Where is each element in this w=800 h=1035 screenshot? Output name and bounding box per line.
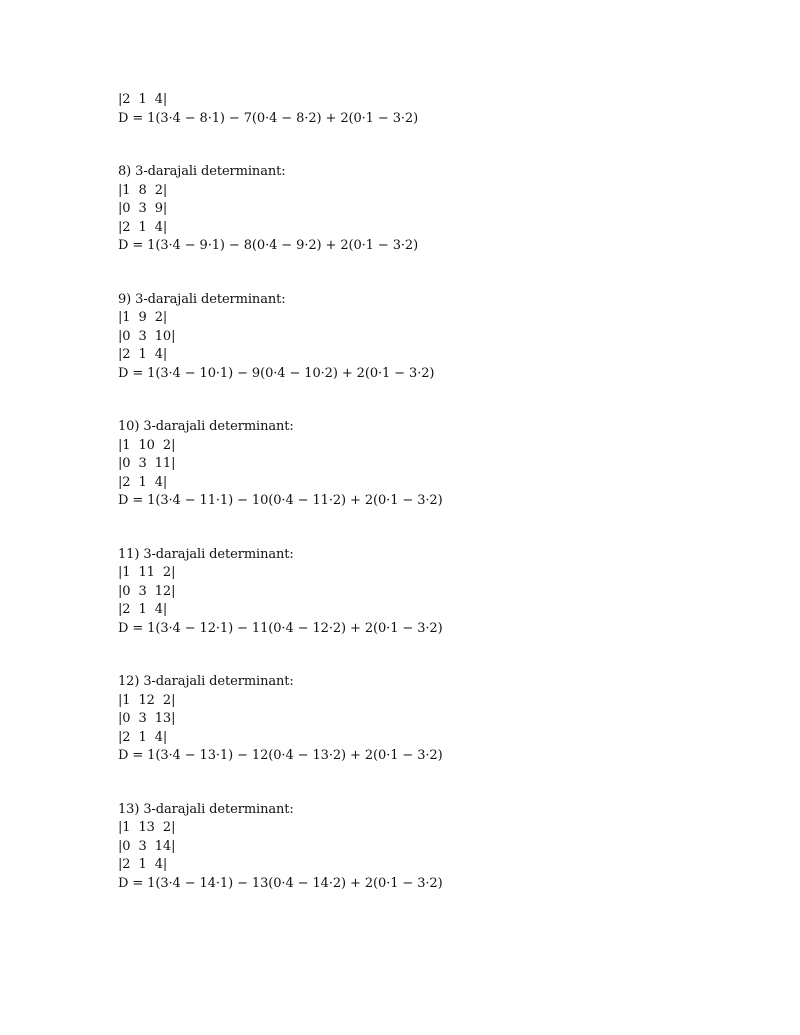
block-heading: 12) 3-darajali determinant: <box>118 674 294 689</box>
determinant-formula: D = 1(3·4 − 13·1) − 12(0·4 − 13·2) + 2(0·1 − 3·2) <box>118 748 443 763</box>
matrix-row-2: |0 3 12| <box>118 583 176 599</box>
document-content <box>118 91 718 893</box>
determinant-formula: D = 1(3·4 − 9·1) − 8(0·4 − 9·2) + 2(0·1 − 3·2) <box>118 238 419 253</box>
block-heading: 8) 3-darajali determinant: <box>118 164 286 179</box>
matrix-row-3: |2 1 4| <box>118 474 168 490</box>
matrix-row-2: |0 3 9| <box>118 201 168 216</box>
block-heading: 11) 3-darajali determinant: <box>118 546 294 562</box>
matrix-row-2: |0 3 13| <box>118 711 176 726</box>
matrix-row-3: |2 1 4| <box>118 729 168 745</box>
determinant-formula: D = 1(3·4 − 14·1) − 13(0·4 − 14·2) + 2(0·1 − 3·2) <box>118 875 443 891</box>
determinant-formula: D = 1(3·4 − 12·1) − 11(0·4 − 12·2) + 2(0·1 − 3·2) <box>118 620 443 636</box>
determinant-block-7-continued <box>118 91 718 128</box>
matrix-row-1: |1 13 2| <box>118 820 176 835</box>
determinant-block-13 <box>118 801 718 894</box>
determinant-block-10 <box>118 418 718 511</box>
block-heading: 9) 3-darajali determinant: <box>118 291 286 307</box>
matrix-row-1: |1 9 2| <box>118 310 168 325</box>
matrix-row-2: |0 3 11| <box>118 456 176 471</box>
matrix-row-1: |1 10 2| <box>118 437 176 453</box>
determinant-formula: D = 1(3·4 − 8·1) − 7(0·4 − 8·2) + 2(0·1 − 3·2) <box>118 110 419 126</box>
matrix-row-2: |0 3 14| <box>118 838 176 854</box>
determinant-block-9 <box>118 291 718 384</box>
matrix-row-3: |2 1 4| <box>118 857 168 872</box>
matrix-row-3: |2 1 4| <box>118 92 168 107</box>
matrix-row-3: |2 1 4| <box>118 219 168 235</box>
matrix-row-3: |2 1 4| <box>118 602 168 617</box>
matrix-row-1: |1 11 2| <box>118 565 176 580</box>
matrix-row-1: |1 12 2| <box>118 692 176 708</box>
determinant-formula: D = 1(3·4 − 10·1) − 9(0·4 − 10·2) + 2(0·1 − 3·2) <box>118 365 435 381</box>
matrix-row-1: |1 8 2| <box>118 182 168 198</box>
matrix-row-2: |0 3 10| <box>118 328 176 344</box>
block-heading: 13) 3-darajali determinant: <box>118 801 294 817</box>
block-heading: 10) 3-darajali determinant: <box>118 419 294 434</box>
determinant-block-12 <box>118 673 718 766</box>
matrix-row-3: |2 1 4| <box>118 347 168 362</box>
determinant-block-11 <box>118 546 718 639</box>
determinant-block-8 <box>118 163 718 256</box>
determinant-formula: D = 1(3·4 − 11·1) − 10(0·4 − 11·2) + 2(0·1 − 3·2) <box>118 493 443 508</box>
